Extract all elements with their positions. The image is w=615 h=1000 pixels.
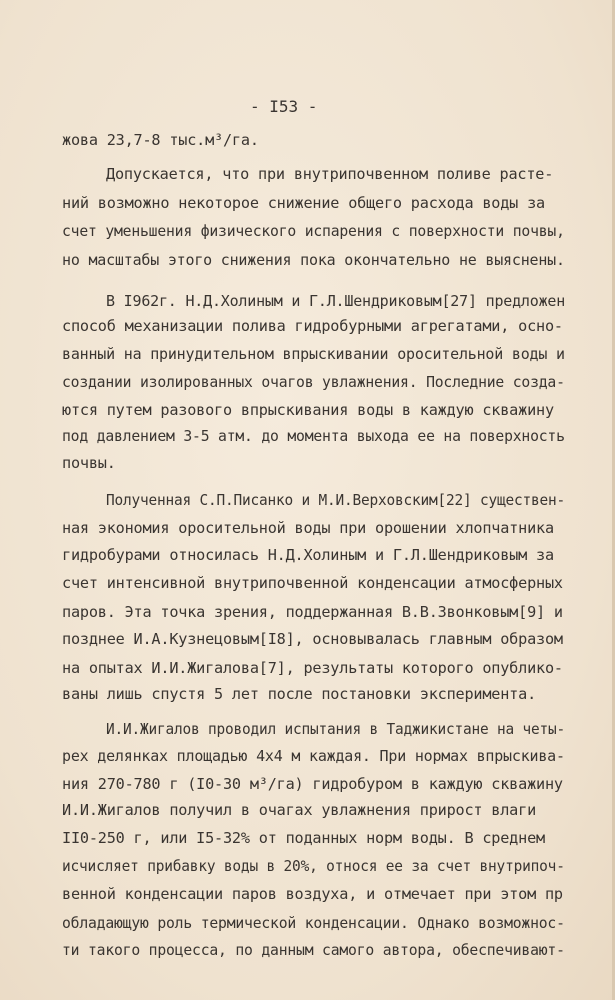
text-line: почвы. (62, 454, 116, 472)
text-line: на опытах И.И.Жигалова[7], результаты которого опублико- (62, 659, 563, 677)
text-line: обладающую роль термической конденсации. Однако возможнос- (62, 914, 565, 932)
text-line: ваны лишь спустя 5 лет после постановки эксперимента. (62, 685, 537, 703)
text-line: Полученная С.П.Писанко и М.И.Верховским[22] существен- (106, 491, 565, 509)
text-line: ются путем разового впрыскивания воды в каждую скважину (62, 401, 554, 419)
text-line: И.И.Жигалов проводил испытания в Таджикистане на четы- (106, 720, 565, 738)
text-line: И.И.Жигалов получил в очагах увлажнения прирост влаги (62, 801, 537, 819)
text-line: ний возможно некоторое снижение общего расхода воды за (62, 194, 545, 212)
text-line: позднее И.А.Кузнецовым[I8], основывалась главным образом (62, 630, 563, 648)
text-line: рех делянках площадью 4x4 м каждая. При нормах впрыскива- (62, 747, 565, 765)
text-line: под давлением 3-5 атм. до момента выхода ее на поверхность (62, 427, 565, 445)
text-line: ти такого процесса, по данным самого автора, обеспечивают- (62, 941, 565, 959)
page-number: - I53 - (250, 97, 318, 116)
text-line: исчисляет прибавку воды в 20%, относя ее за счет внутрипоч- (62, 857, 565, 875)
text-line: но масштабы этого снижения пока окончательно не выяснены. (62, 251, 565, 269)
text-line: паров. Эта точка зрения, поддержанная В.В.Звонковым[9] и (62, 603, 563, 621)
text-line: счет интенсивной внутрипочвенной конденсации атмосферных (62, 574, 563, 592)
text-line: ния 270-780 г (I0-30 м³/га) гидробуром в каждую скважину (62, 775, 563, 793)
text-line: II0-250 г, или I5-32% от поданных норм воды. В среднем (62, 829, 545, 847)
text-line: способ механизации полива гидробурными агрегатами, осно- (62, 317, 563, 335)
text-line: счет уменьшения физического испарения с поверхности почвы, (62, 222, 565, 240)
text-line: ванный на принудительном впрыскивании оросительной воды и (62, 345, 565, 363)
text-line: создании изолированных очагов увлажнения. Последние созда- (62, 373, 565, 391)
text-line: Допускается, что при внутрипочвенном поливе расте- (106, 165, 554, 183)
text-line: гидробурами относилась Н.Д.Холиным и Г.Л.Шендриковым за (62, 546, 554, 564)
text-line: В I962г. Н.Д.Холиным и Г.Л.Шендриковым[27] предложен (106, 292, 566, 310)
text-line: венной конденсации паров воздуха, и отмечает при этом пр (62, 885, 563, 903)
text-line: жова 23,7-8 тыс.м³/га. (62, 131, 259, 149)
text-line: ная экономия оросительной воды при орошении хлопчатника (62, 519, 554, 537)
